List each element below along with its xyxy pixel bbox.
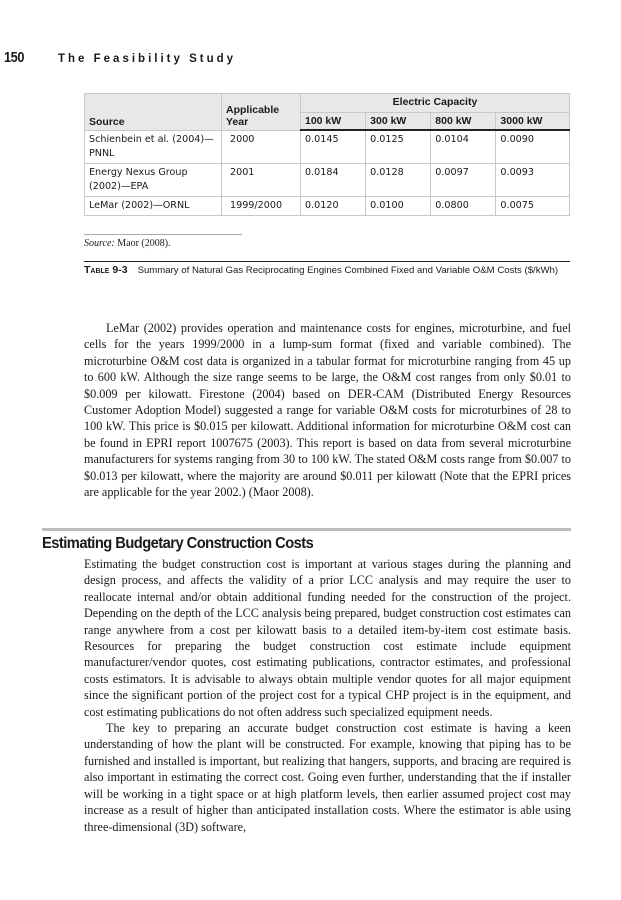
source-divider [84, 234, 242, 235]
table-label: Table 9-3 [84, 264, 128, 276]
cell-value: 0.0125 [366, 130, 431, 164]
cell-value: 0.0100 [366, 197, 431, 216]
om-cost-table [84, 93, 570, 216]
header-800kw: 800 kW [431, 113, 496, 131]
caption-divider [84, 261, 570, 262]
cell-value: 0.0090 [496, 130, 570, 164]
cell-value: 0.0128 [366, 164, 431, 197]
table-source-note [84, 238, 171, 249]
body-section-2 [84, 556, 571, 835]
cell-value: 0.0800 [431, 197, 496, 216]
body-section-1 [84, 320, 571, 500]
header-100kw: 100 kW [301, 113, 366, 131]
cell-year: 2000 [222, 130, 301, 164]
table-caption [84, 264, 564, 278]
table-row [85, 164, 570, 197]
caption-text: Summary of Natural Gas Reciprocating Engines Combined Fixed and Variable O&M Costs ($/kWh) [137, 265, 559, 276]
header-electric-capacity: Electric Capacity [301, 94, 570, 113]
cell-value: 0.0097 [431, 164, 496, 197]
paragraph: The key to preparing an accurate budget construction cost estimate is having a keen understanding of how the plant will be constructed. For example, knowing that piping has to be furnished and installed is important, but realizing that hangers, supports, and bracing are required is also important in estimating the correct cost. Going even further, understanding that the if installer will be working in a tight space or at high platform levels, then earlier assumed project cost may increase as a result of higher than anticipated installation costs. Where the estimator is able using three-dimensional (3D) software, [84, 721, 571, 834]
header-3000kw: 3000 kW [496, 113, 570, 131]
header-applicable-year: Applicable Year [222, 94, 301, 131]
cell-value: 0.0093 [496, 164, 570, 197]
table-row [85, 130, 570, 164]
header-source: Source [85, 94, 222, 131]
cell-value: 0.0184 [301, 164, 366, 197]
cell-value: 0.0104 [431, 130, 496, 164]
section-divider [42, 528, 571, 531]
cell-source: LeMar (2002)—ORNL [85, 197, 222, 216]
cell-source: Schienbein et al. (2004)—PNNL [85, 130, 222, 164]
paragraph: LeMar (2002) provides operation and maintenance costs for engines, microturbine, and fuel cells for the years 1999/2000 in a lump-sum format (fixed and variable combined). The microturbine O&M cost data is organized in a tabular format for microturbine ranging from 45 up to 600 kW. Although the size range seems to be large, the O&M cost ranges from only $0.01 to $0.009 per kilowatt. Firestone (2004) based on DER-CAM (Distributed Energy Resources Customer Adoption Model) suggested a range for variable O&M costs for microturbines of 28 to 100 kW. This price is $0.015 per kilowatt. Additional information for microturbine O&M cost can be found in EPRI report 1007675 (2003). This report is based on data from several microturbine manufacturers for systems ranging from 30 to 100 kW. The stated O&M costs range from $0.007 to $0.013 per kilowatt, where the majority are around $0.011 per kilowatt (Note that the EPRI prices are applicable for the year 2002.) (Maor 2008). [84, 321, 571, 500]
cell-value: 0.0075 [496, 197, 570, 216]
section-heading: Estimating Budgetary Construction Costs [42, 535, 314, 552]
header-300kw: 300 kW [366, 113, 431, 131]
cell-value: 0.0120 [301, 197, 366, 216]
source-label: Source: [84, 238, 115, 249]
cell-source: Energy Nexus Group (2002)—EPA [85, 164, 222, 197]
cell-year: 1999/2000 [222, 197, 301, 216]
source-text: Maor (2008). [117, 238, 171, 249]
cell-year: 2001 [222, 164, 301, 197]
paragraph: Estimating the budget construction cost is important at various stages during the planning and design process, and affects the validity of a prior LCC analysis and may require the user to reallocate internal and/or obtain additional funding needed for the construction of the project. Depending on the depth of the LCC analysis being prepared, budget construction cost estimates can range anywhere from a cost per kilowatt basis to a detailed item-by-item cost estimate basis. Resources for preparing the budget construction cost estimate include equipment manufacturer/vendor quotes, cost estimating publications, contractor estimates, and professional costs estimators. It is advisable to always obtain multiple vendor quotes for all major equipment since the significant portion of the project cost for a typical CHP project is in the equipment, and cost estimating publications do not often address such specialized equipment needs. [84, 557, 571, 719]
running-head [4, 49, 236, 66]
cell-value: 0.0145 [301, 130, 366, 164]
table-row [85, 197, 570, 216]
chapter-title: The Feasibility Study [58, 53, 237, 65]
page-number: 150 [4, 49, 25, 66]
